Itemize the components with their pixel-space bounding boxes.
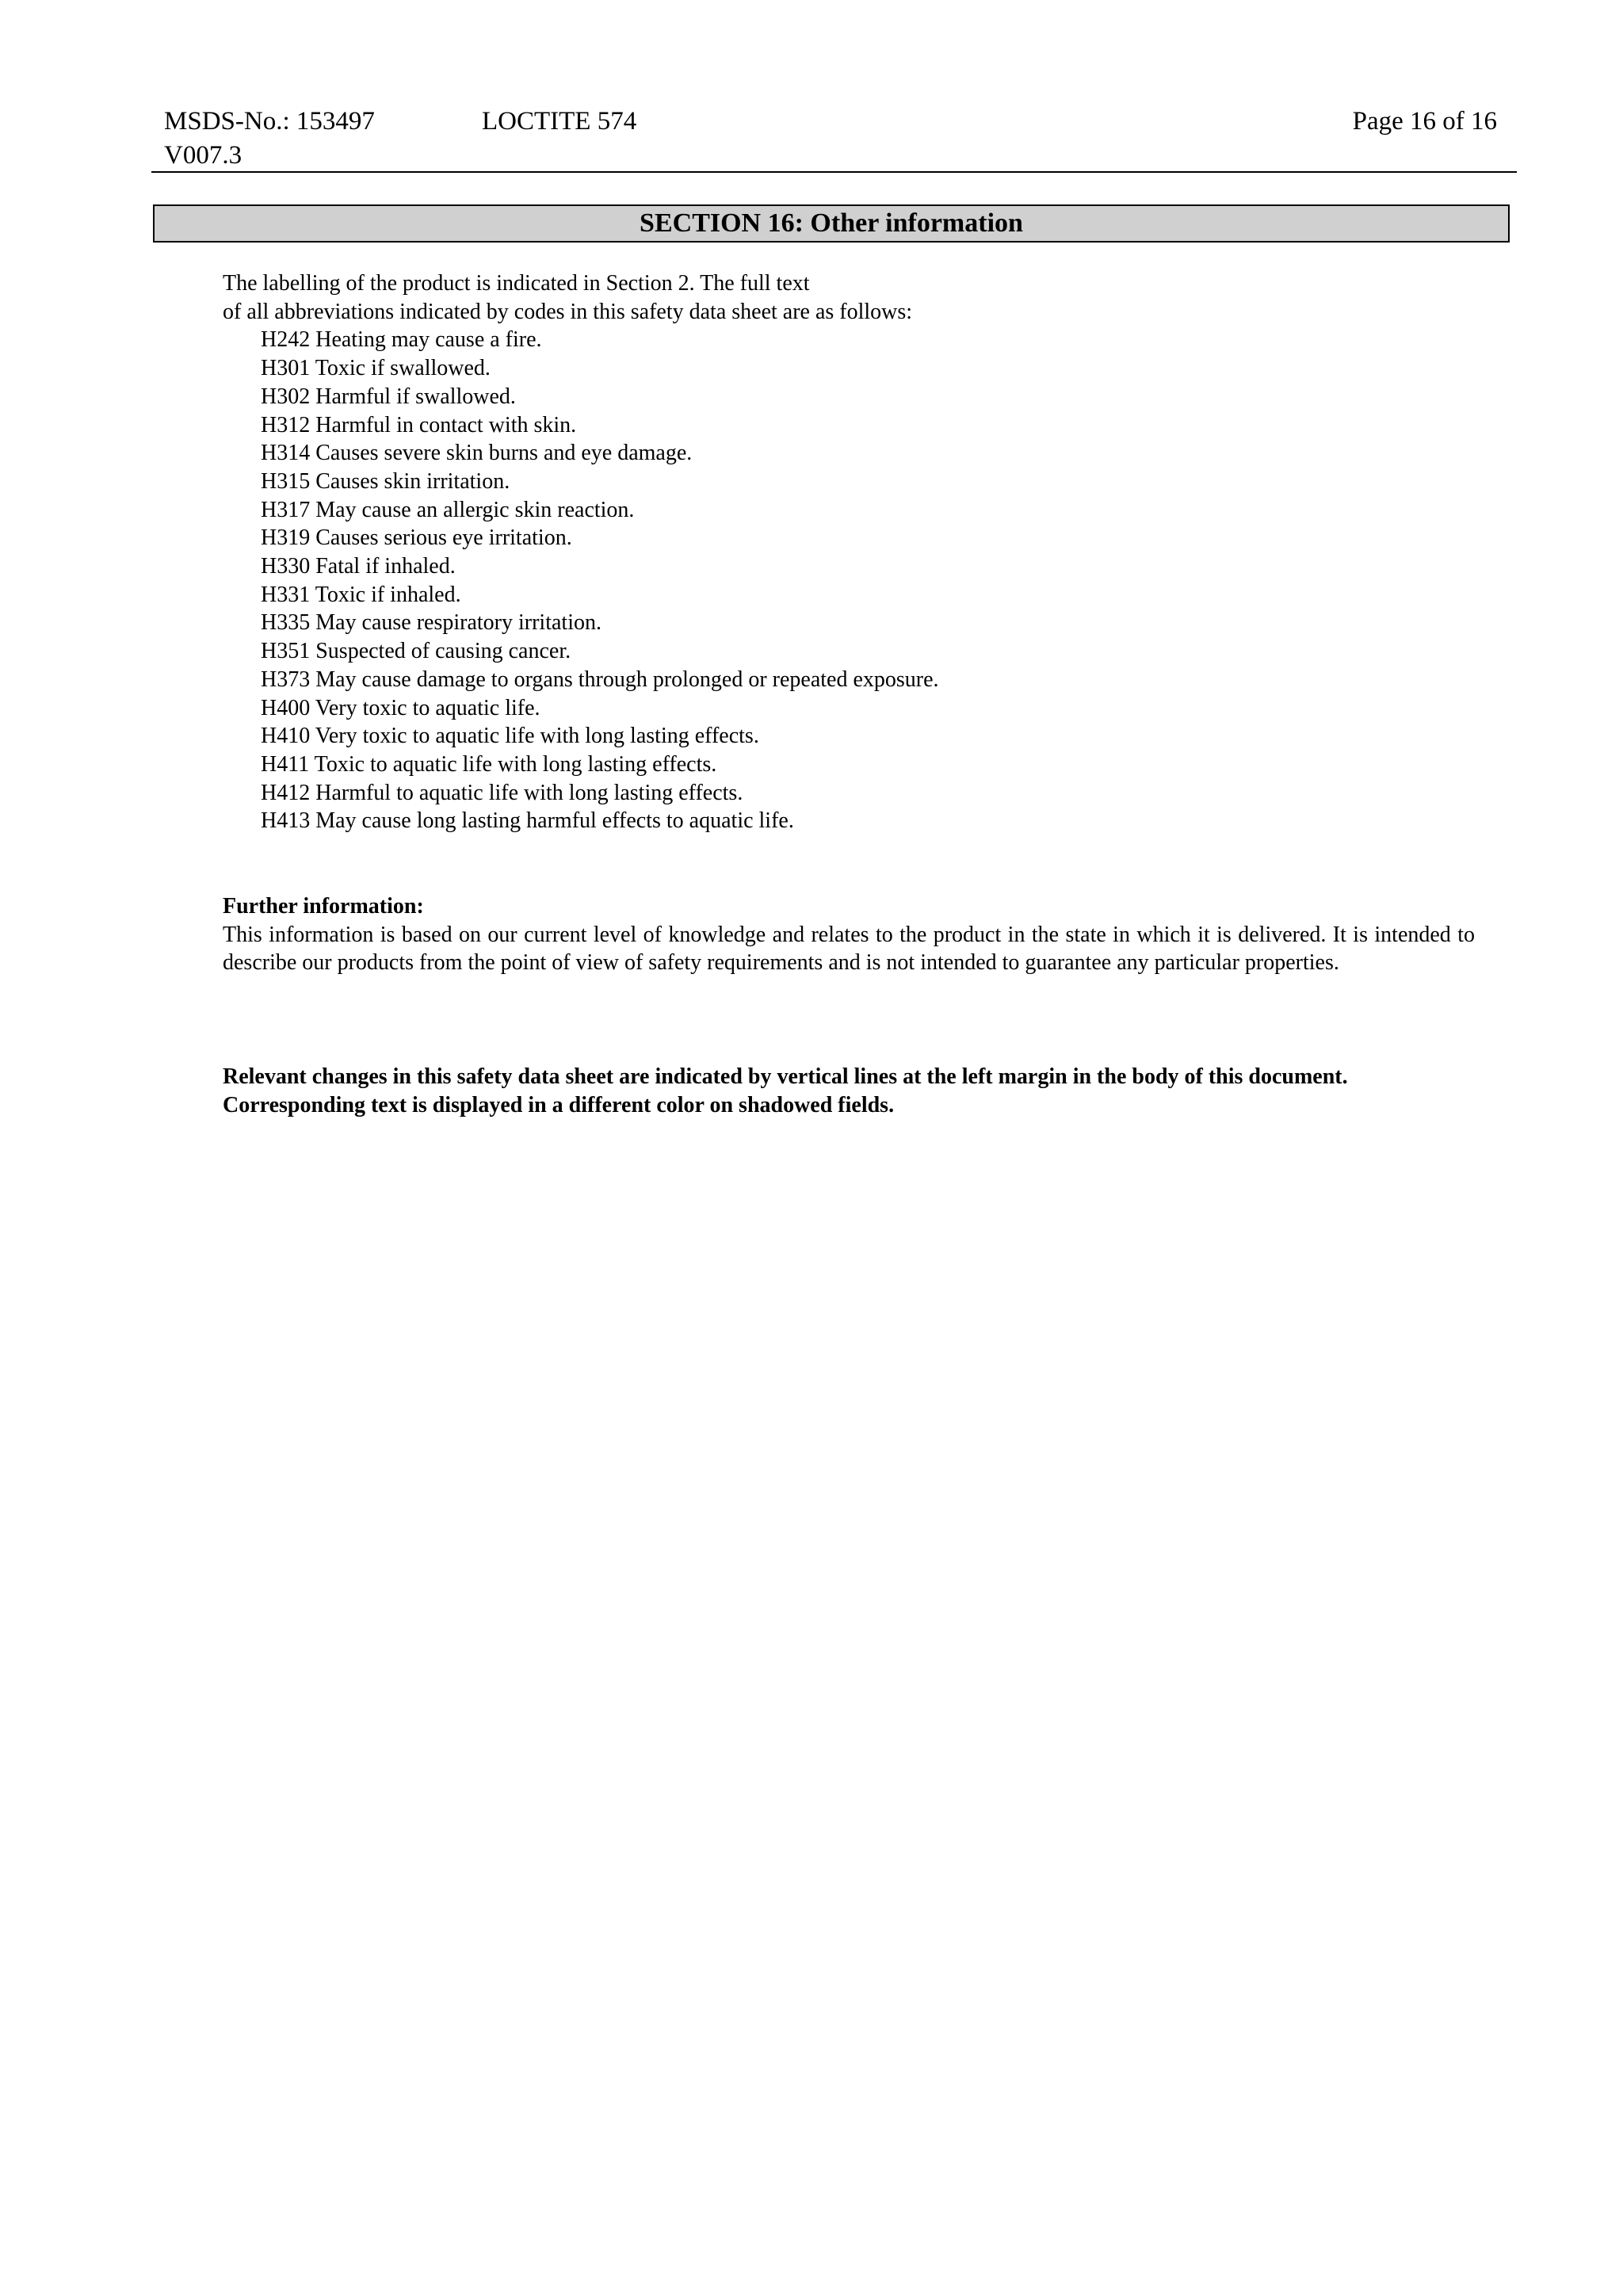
hazard-statement: H410 Very toxic to aquatic life with long lasting effects. <box>261 724 759 749</box>
hazard-statement: H317 May cause an allergic skin reaction. <box>261 497 635 522</box>
hazard-statement: H315 Causes skin irritation. <box>261 468 510 494</box>
abbreviations-block <box>223 269 1475 835</box>
hazard-statement: H301 Toxic if swallowed. <box>261 356 491 381</box>
relevant-changes-line-1: Relevant changes in this safety data sheet are indicated by vertical lines at the left margin in the body of this document. <box>223 1064 1348 1089</box>
hazard-statement: H302 Harmful if swallowed. <box>261 384 516 409</box>
hazard-statement: H330 Fatal if inhaled. <box>261 554 456 579</box>
section-title: SECTION 16: Other information <box>153 204 1510 243</box>
hazard-statement: H411 Toxic to aquatic life with long lasting effects. <box>261 751 717 777</box>
msds-number: MSDS-No.: 153497 <box>164 107 375 136</box>
hazard-statement: H351 Suspected of causing cancer. <box>261 639 571 664</box>
hazard-statement: H373 May cause damage to organs through prolonged or repeated exposure. <box>261 667 939 692</box>
hazard-statement-list <box>223 326 1475 835</box>
further-information-heading: Further information: <box>223 894 424 919</box>
hazard-statement: H312 Harmful in contact with skin. <box>261 412 577 437</box>
further-information-block <box>223 892 1475 977</box>
hazard-statement: H412 Harmful to aquatic life with long lasting effects. <box>261 780 743 805</box>
hazard-statement: H314 Causes severe skin burns and eye damage. <box>261 441 693 466</box>
intro-line-2: of all abbreviations indicated by codes in this safety data sheet are as follows: <box>223 299 913 324</box>
hazard-statement: H242 Heating may cause a fire. <box>261 327 542 353</box>
further-information-text: This information is based on our current level of knowledge and relates to the product in the state in which it is delivered. It is intended to describe our products from the point of view of safety requirements and is not intended to guarantee any particular properties. <box>223 922 1475 976</box>
document-version: V007.3 <box>164 141 242 170</box>
header-divider <box>151 171 1517 173</box>
hazard-statement: H335 May cause respiratory irritation. <box>261 610 601 636</box>
product-name: LOCTITE 574 <box>482 107 637 136</box>
relevant-changes-line-2: Corresponding text is displayed in a different color on shadowed fields. <box>223 1092 895 1117</box>
hazard-statement: H400 Very toxic to aquatic life. <box>261 695 540 720</box>
page-number: Page 16 of 16 <box>1352 107 1497 136</box>
hazard-statement: H331 Toxic if inhaled. <box>261 582 461 607</box>
hazard-statement: H319 Causes serious eye irritation. <box>261 525 572 551</box>
hazard-statement: H413 May cause long lasting harmful effects to aquatic life. <box>261 808 794 834</box>
relevant-changes-note <box>223 1063 1475 1119</box>
intro-line-1: The labelling of the product is indicated in Section 2. The full text <box>223 271 810 296</box>
